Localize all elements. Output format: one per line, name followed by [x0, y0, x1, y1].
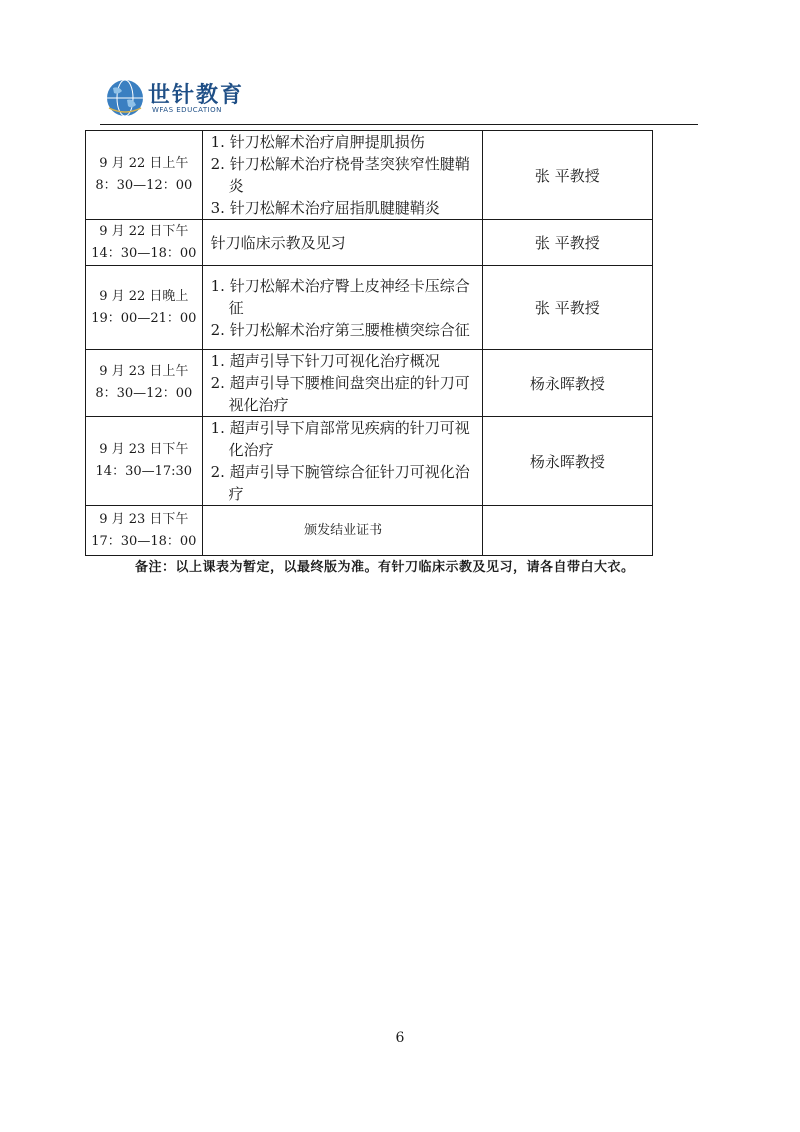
time-cell [86, 506, 203, 556]
teacher-cell [482, 506, 652, 556]
table-row [86, 506, 653, 556]
time-cell [86, 350, 203, 417]
remark-note: 备注：以上课表为暂定，以最终版为准。有针刀临床示教及见习，请各自带白大衣。 [135, 560, 635, 575]
teacher-cell: 张 平教授 [482, 220, 652, 266]
page-number: 6 [395, 1030, 405, 1046]
date-text: 9 月 22 日下午 [99, 223, 189, 239]
time-range-text: 8：30—12：00 [95, 178, 193, 193]
list-item: 针刀临床示教及见习 [210, 233, 346, 252]
list-item: 2. 针刀松解术治疗桡骨茎突狭窄性腱鞘炎 [210, 155, 470, 195]
list-item: 1. 针刀松解术治疗臀上皮神经卡压综合征 [210, 276, 470, 317]
list-item: 颁发结业证书 [304, 522, 383, 538]
date-text: 9 月 22 日晚上 [99, 288, 189, 304]
teacher-cell: 杨永晖教授 [482, 350, 652, 417]
content-cell [202, 266, 482, 350]
table-row [86, 131, 653, 220]
time-range-text: 14：30—18：00 [91, 245, 197, 261]
list-item: 2. 超声引导下腕管综合征针刀可视化治疗 [210, 463, 470, 503]
time-cell [86, 417, 203, 506]
teacher-cell: 张 平教授 [482, 131, 652, 220]
content-cell [202, 417, 482, 506]
content-cell [202, 131, 482, 220]
time-range-text: 19：00—21：00 [91, 310, 197, 326]
list-item: 2. 针刀松解术治疗第三腰椎横突综合征 [210, 320, 470, 339]
schedule-table [85, 130, 653, 556]
globe-logo-icon [105, 78, 145, 118]
time-range-text: 8：30—12：00 [95, 386, 193, 401]
date-text: 9 月 23 日下午 [99, 442, 189, 457]
time-range-text: 17：30—18：00 [91, 533, 197, 549]
time-cell [86, 220, 203, 266]
date-text: 9 月 22 日上午 [99, 156, 189, 171]
table-row [86, 350, 653, 417]
content-cell [202, 350, 482, 417]
logo-subtitle: WFAS EDUCATION [152, 106, 222, 114]
list-item: 1. 针刀松解术治疗肩胛提肌损伤 [210, 133, 425, 151]
date-text: 9 月 23 日上午 [99, 364, 189, 379]
list-item: 2. 超声引导下腰椎间盘突出症的针刀可视化治疗 [210, 374, 470, 414]
page-header [100, 70, 700, 120]
list-item: 1. 超声引导下针刀可视化治疗概况 [210, 352, 440, 370]
content-cell [202, 220, 482, 266]
teacher-cell: 杨永晖教授 [482, 417, 652, 506]
time-cell [86, 131, 203, 220]
teacher-cell: 张 平教授 [482, 266, 652, 350]
table-row [86, 417, 653, 506]
table-row [86, 220, 653, 266]
date-text: 9 月 23 日下午 [99, 511, 189, 527]
time-range-text: 14：30—17:30 [95, 464, 193, 479]
list-item: 1. 超声引导下肩部常见疾病的针刀可视化治疗 [210, 419, 470, 459]
list-item: 3. 针刀松解术治疗屈指肌腱腱鞘炎 [210, 199, 440, 217]
table-row [86, 266, 653, 350]
header-divider [100, 124, 698, 125]
logo-text: 世针教育 [148, 82, 245, 108]
time-cell [86, 266, 203, 350]
content-cell [202, 506, 482, 556]
